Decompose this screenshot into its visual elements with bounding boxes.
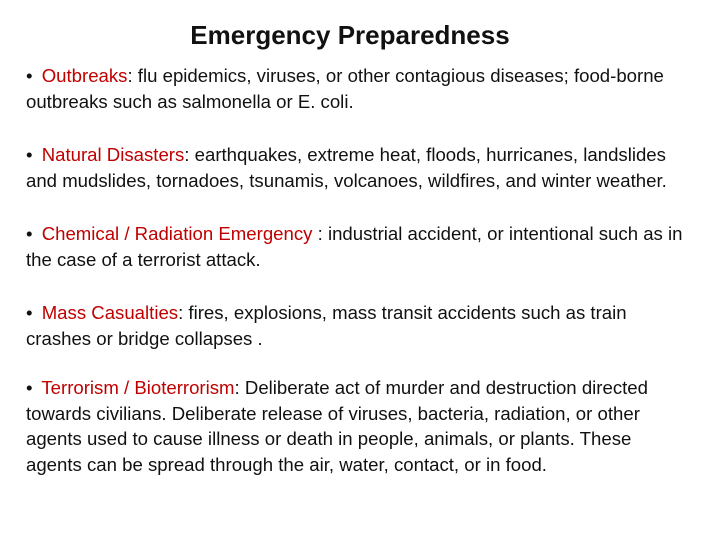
bullet-term: Mass Casualties bbox=[41, 302, 179, 323]
bullet-natural-disasters bbox=[26, 142, 686, 193]
bullet-text: flu epidemics, viruses, or other contagious diseases; food-borne outbreaks such as salmonella or E. coli. bbox=[26, 65, 664, 112]
bullet-dot: • bbox=[26, 223, 33, 244]
bullet-term: Natural Disasters bbox=[41, 144, 185, 165]
bullet-text: fires, explosions, mass transit accidents such as train crashes or bridge collapses . bbox=[26, 302, 627, 349]
bullet-terrorism bbox=[26, 375, 686, 477]
bullet-chemical-radiation bbox=[26, 221, 686, 272]
bullet-list bbox=[26, 63, 686, 505]
bullet-dot: • bbox=[26, 302, 33, 323]
bullet-separator: : bbox=[127, 65, 133, 86]
slide-title: Emergency Preparedness bbox=[190, 20, 510, 50]
bullet-dot: • bbox=[26, 377, 33, 398]
bullet-separator: : bbox=[234, 377, 240, 398]
bullet-mass-casualties bbox=[26, 300, 686, 351]
bullet-term: Outbreaks bbox=[41, 65, 128, 86]
bullet-outbreaks bbox=[26, 63, 686, 114]
bullet-separator: : bbox=[178, 302, 184, 323]
bullet-dot: • bbox=[26, 65, 33, 86]
bullet-text: industrial accident, or intentional such as in the case of a terrorist attack. bbox=[26, 223, 683, 270]
bullet-term: Terrorism / Bioterrorism bbox=[41, 377, 235, 398]
bullet-text: Deliberate act of murder and destruction directed towards civilians. Deliberate release of viruses, bacteria, radiation, or other agents used to cause illness or death in people, animals, or plants. These agents can be spread through the air, water, contact, or in food. bbox=[26, 377, 648, 475]
bullet-dot: • bbox=[26, 144, 33, 165]
bullet-text: earthquakes, extreme heat, floods, hurricanes, landslides and mudslides, tornadoes, tsunamis, volcanoes, wildfires, and winter weather. bbox=[26, 144, 667, 191]
bullet-term: Chemical / Radiation Emergency bbox=[41, 223, 313, 244]
bullet-separator: : bbox=[184, 144, 190, 165]
bullet-separator: : bbox=[312, 223, 323, 244]
